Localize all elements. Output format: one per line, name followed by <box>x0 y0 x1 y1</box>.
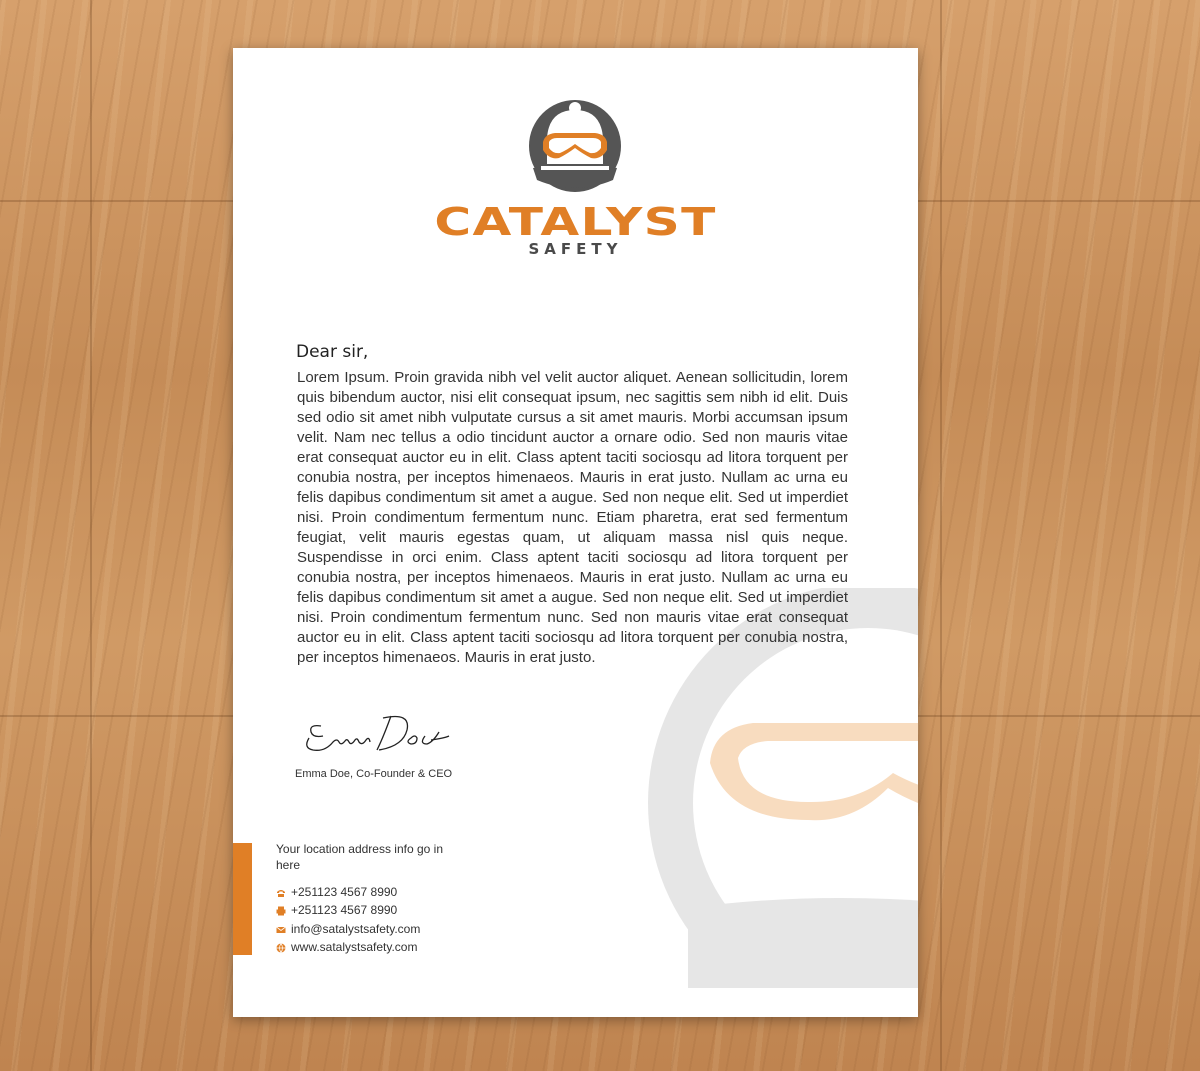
letterhead-page <box>233 48 918 1017</box>
email-icon <box>276 925 286 935</box>
brand-name: CATALYST <box>434 200 717 244</box>
signature-image <box>299 708 469 758</box>
footer-website <box>276 938 417 956</box>
brand-subtitle: SAFETY <box>528 240 623 258</box>
footer-address: Your location address info go in here <box>276 842 444 872</box>
fax-text: +251123 4567 8990 <box>291 903 398 917</box>
brand-logo-icon <box>527 98 623 194</box>
floor-seam <box>90 0 92 1071</box>
letter-body: Lorem Ipsum. Proin gravida nibh vel velit auctor aliquet. Aenean sollicitudin, lorem quis bibendum auctor, nisi elit consequat ipsum, nec sagittis sem nibh id elit. Duis sed odio sit amet nibh vulputate cursus a sit amet mauris. Morbi accumsan ipsum velit. Nam nec tellus a odio tincidunt auctor a ornare odio. Sed non mauris vitae erat consequat auctor eu in elit. Class aptent taciti sociosqu ad litora torquent per conubia nostra, per inceptos himenaeos. Mauris in erat justo. Nullam ac urna eu felis dapibus condimentum sit amet a augue. Sed non neque elit. Sed ut imperdiet nisi. Proin condimentum fermentum nunc. Etiam pharetra, erat sed fermentum feugiat, velit mauris egestas quam, ut aliquam massa nisl quis neque. Suspendisse in orci enim. Class aptent taciti sociosqu ad litora torquent per conubia nostra, per inceptos himenaeos. Mauris in erat justo. Nullam ac urna eu felis dapibus condimentum sit amet a augue. Sed non neque elit. Sed ut imperdiet nisi. Proin condimentum fermentum nunc. Sed non mauris vitae erat consequat auctor eu in elit. Class aptent taciti sociosqu ad litora torquent per conubia nostra, per inceptos himenaeos. Mauris in erat justo. <box>297 369 848 666</box>
globe-icon <box>276 943 286 953</box>
phone-text: +251123 4567 8990 <box>291 885 398 899</box>
footer-email <box>276 920 420 938</box>
letter-salutation: Dear sir, <box>296 342 369 362</box>
fax-icon <box>276 906 286 916</box>
website-text[interactable]: www.satalystsafety.com <box>291 940 418 954</box>
floor-seam <box>940 0 942 1071</box>
footer-fax <box>276 901 397 919</box>
email-text[interactable]: info@satalystsafety.com <box>291 922 421 936</box>
phone-icon <box>276 888 286 898</box>
footer-phone <box>276 883 397 901</box>
signer-name-title: Emma Doe, Co-Founder & CEO <box>295 768 453 780</box>
footer-accent-bar <box>233 843 252 955</box>
